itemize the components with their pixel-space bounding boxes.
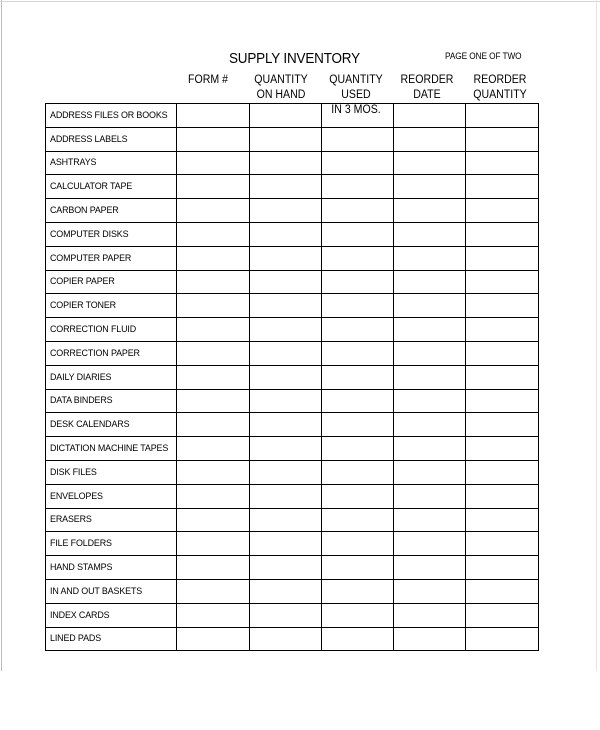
quantity-used-cell[interactable] [321,222,393,246]
reorder-date-cell[interactable] [393,175,465,199]
page-title: SUPPLY INVENTORY [229,51,360,67]
item-name: DESK CALENDARS [50,419,130,431]
table-row [46,127,539,151]
quantity-used-cell[interactable] [321,341,393,365]
quantity-on-hand-cell[interactable] [249,318,321,342]
item-name: ADDRESS FILES OR BOOKS [50,109,168,121]
item-name: CORRECTION PAPER [50,347,140,359]
table-row [46,484,539,508]
quantity-on-hand-cell[interactable] [249,579,321,603]
quantity-on-hand-cell[interactable] [249,532,321,556]
quantity-on-hand-cell[interactable] [249,413,321,437]
item-name-cell [46,508,177,532]
reorder-quantity-cell[interactable] [465,151,538,175]
table-row [46,413,539,437]
quantity-on-hand-cell[interactable] [249,175,321,199]
form-number-cell[interactable] [176,175,249,199]
item-name-cell [46,603,177,627]
column-header-quantity-on-hand: QUANTITY ON HAND [254,74,308,101]
quantity-used-cell[interactable] [321,246,393,270]
reorder-date-cell[interactable] [393,603,465,627]
quantity-on-hand-cell[interactable] [249,460,321,484]
column-header-form-number: FORM # [188,74,228,86]
reorder-date-cell[interactable] [393,294,465,318]
item-name: CORRECTION FLUID [50,324,137,336]
reorder-quantity-cell[interactable] [465,222,538,246]
form-number-cell[interactable] [176,151,249,175]
reorder-date-cell[interactable] [393,104,465,128]
reorder-date-cell[interactable] [393,318,465,342]
form-number-cell[interactable] [176,460,249,484]
form-number-cell[interactable] [176,246,249,270]
quantity-on-hand-cell[interactable] [249,437,321,461]
page-number-note: PAGE ONE OF TWO [445,51,522,61]
reorder-quantity-cell[interactable] [465,532,538,556]
table-row [46,460,539,484]
reorder-date-cell[interactable] [393,389,465,413]
item-name-cell [46,437,177,461]
quantity-used-cell[interactable] [321,579,393,603]
quantity-used-cell[interactable] [321,484,393,508]
page-bottom-mask [0,671,600,730]
reorder-quantity-cell[interactable] [465,341,538,365]
item-name-cell [46,175,177,199]
reorder-quantity-cell[interactable] [465,127,538,151]
item-name-cell [46,127,177,151]
form-number-cell[interactable] [176,365,249,389]
reorder-date-cell[interactable] [393,199,465,223]
item-name-cell [46,270,177,294]
quantity-on-hand-cell[interactable] [249,484,321,508]
quantity-used-cell[interactable] [321,603,393,627]
page-edge-top [0,1,600,2]
item-name-cell [46,556,177,580]
reorder-quantity-cell[interactable] [465,104,538,128]
quantity-used-cell[interactable] [321,127,393,151]
quantity-on-hand-cell[interactable] [249,270,321,294]
quantity-on-hand-cell[interactable] [249,127,321,151]
item-name: DISK FILES [50,466,97,478]
form-number-cell[interactable] [176,389,249,413]
reorder-quantity-cell[interactable] [465,413,538,437]
inventory-table [45,103,539,651]
quantity-used-cell[interactable] [321,627,393,651]
reorder-date-cell[interactable] [393,270,465,294]
reorder-date-cell[interactable] [393,222,465,246]
quantity-on-hand-cell[interactable] [249,365,321,389]
form-number-cell[interactable] [176,199,249,223]
reorder-quantity-cell[interactable] [465,175,538,199]
item-name: CALCULATOR TAPE [50,181,133,193]
table-row [46,532,539,556]
table-row [46,508,539,532]
quantity-used-cell[interactable] [321,294,393,318]
quantity-on-hand-cell[interactable] [249,508,321,532]
item-name: ADDRESS LABELS [50,133,128,145]
table-row [46,627,539,651]
item-name-cell [46,484,177,508]
reorder-date-cell[interactable] [393,484,465,508]
reorder-date-cell[interactable] [393,437,465,461]
form-number-cell[interactable] [176,127,249,151]
form-number-cell[interactable] [176,294,249,318]
reorder-quantity-cell[interactable] [465,365,538,389]
item-name: COPIER PAPER [50,276,115,288]
table-row [46,318,539,342]
item-name-cell [46,365,177,389]
item-name: ENVELOPES [50,490,103,502]
item-name: COPIER TONER [50,300,116,312]
item-name-cell [46,532,177,556]
table-row [46,341,539,365]
item-name: ASHTRAYS [50,157,97,169]
form-number-cell[interactable] [176,627,249,651]
reorder-quantity-cell[interactable] [465,246,538,270]
reorder-date-cell[interactable] [393,460,465,484]
reorder-quantity-cell[interactable] [465,437,538,461]
reorder-quantity-cell[interactable] [465,270,538,294]
item-name: COMPUTER DISKS [50,228,129,240]
table-row [46,222,539,246]
item-name-cell [46,318,177,342]
item-name: LINED PADS [50,633,102,645]
form-number-cell[interactable] [176,104,249,128]
quantity-used-cell[interactable] [321,199,393,223]
quantity-used-cell[interactable] [321,318,393,342]
item-name-cell [46,199,177,223]
reorder-quantity-cell[interactable] [465,318,538,342]
item-name-cell [46,151,177,175]
table-row [46,270,539,294]
column-header-quantity-used: QUANTITY USED IN 3 MOS. [329,74,383,116]
form-number-cell[interactable] [176,508,249,532]
reorder-quantity-cell[interactable] [465,460,538,484]
page-edge-left [1,0,2,730]
form-number-cell[interactable] [176,318,249,342]
quantity-used-cell[interactable] [321,413,393,437]
item-name-cell [46,294,177,318]
reorder-date-cell[interactable] [393,508,465,532]
inventory-table-body [46,104,539,651]
item-name: CARBON PAPER [50,205,119,217]
table-row [46,579,539,603]
table-row [46,104,539,128]
item-name: DICTATION MACHINE TAPES [50,443,169,455]
item-name: DAILY DIARIES [50,371,112,383]
item-name: INDEX CARDS [50,609,110,621]
item-name-cell [46,413,177,437]
item-name-cell [46,627,177,651]
reorder-quantity-cell[interactable] [465,389,538,413]
item-name-cell [46,104,177,128]
item-name: HAND STAMPS [50,562,113,574]
form-number-cell[interactable] [176,413,249,437]
item-name-cell [46,246,177,270]
form-number-cell[interactable] [176,532,249,556]
table-row [46,175,539,199]
table-row [46,199,539,223]
item-name: ERASERS [50,514,92,526]
quantity-on-hand-cell[interactable] [249,556,321,580]
table-row [46,294,539,318]
item-name: FILE FOLDERS [50,538,112,550]
column-header-reorder-date: REORDER DATE [400,74,454,101]
table-row [46,365,539,389]
quantity-on-hand-cell[interactable] [249,199,321,223]
quantity-used-cell[interactable] [321,104,393,128]
quantity-on-hand-cell[interactable] [249,603,321,627]
page-edge-right [596,0,597,730]
reorder-quantity-cell[interactable] [465,627,538,651]
quantity-used-cell[interactable] [321,460,393,484]
form-number-cell[interactable] [176,556,249,580]
form-number-cell[interactable] [176,341,249,365]
form-number-cell[interactable] [176,603,249,627]
reorder-quantity-cell[interactable] [465,556,538,580]
reorder-quantity-cell[interactable] [465,199,538,223]
reorder-quantity-cell[interactable] [465,484,538,508]
quantity-used-cell[interactable] [321,175,393,199]
form-number-cell[interactable] [176,484,249,508]
column-header-reorder-quantity: REORDER QUANTITY [473,74,527,101]
table-row [46,246,539,270]
quantity-used-cell[interactable] [321,556,393,580]
reorder-date-cell[interactable] [393,556,465,580]
form-number-cell[interactable] [176,579,249,603]
reorder-date-cell[interactable] [393,341,465,365]
reorder-date-cell[interactable] [393,532,465,556]
quantity-on-hand-cell[interactable] [249,627,321,651]
quantity-used-cell[interactable] [321,437,393,461]
quantity-used-cell[interactable] [321,532,393,556]
reorder-date-cell[interactable] [393,365,465,389]
quantity-on-hand-cell[interactable] [249,341,321,365]
reorder-date-cell[interactable] [393,627,465,651]
item-name-cell [46,389,177,413]
item-name-cell [46,222,177,246]
quantity-on-hand-cell[interactable] [249,151,321,175]
item-name-cell [46,341,177,365]
reorder-date-cell[interactable] [393,413,465,437]
reorder-quantity-cell[interactable] [465,603,538,627]
quantity-on-hand-cell[interactable] [249,222,321,246]
table-row [46,556,539,580]
item-name-cell [46,579,177,603]
quantity-used-cell[interactable] [321,508,393,532]
quantity-on-hand-cell[interactable] [249,246,321,270]
reorder-quantity-cell[interactable] [465,294,538,318]
quantity-on-hand-cell[interactable] [249,294,321,318]
quantity-used-cell[interactable] [321,151,393,175]
table-row [46,389,539,413]
table-row [46,151,539,175]
table-row [46,603,539,627]
reorder-date-cell[interactable] [393,151,465,175]
form-number-cell[interactable] [176,437,249,461]
reorder-quantity-cell[interactable] [465,579,538,603]
item-name: IN AND OUT BASKETS [50,585,143,597]
form-number-cell[interactable] [176,222,249,246]
item-name: COMPUTER PAPER [50,252,132,264]
form-number-cell[interactable] [176,270,249,294]
quantity-used-cell[interactable] [321,365,393,389]
table-row [46,437,539,461]
quantity-used-cell[interactable] [321,389,393,413]
reorder-date-cell[interactable] [393,127,465,151]
quantity-on-hand-cell[interactable] [249,389,321,413]
reorder-quantity-cell[interactable] [465,508,538,532]
reorder-date-cell[interactable] [393,579,465,603]
reorder-date-cell[interactable] [393,246,465,270]
quantity-used-cell[interactable] [321,270,393,294]
item-name-cell [46,460,177,484]
quantity-on-hand-cell[interactable] [249,104,321,128]
item-name: DATA BINDERS [50,395,113,407]
